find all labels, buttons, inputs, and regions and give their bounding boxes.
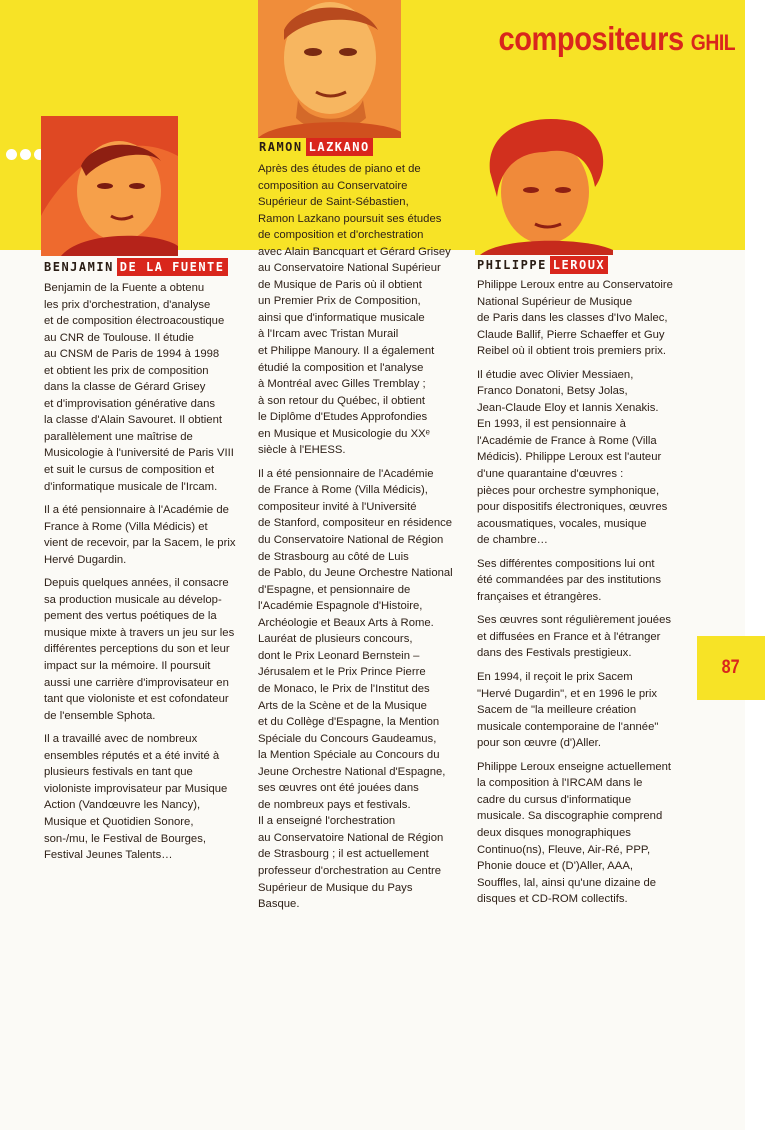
bio-paragraph: Ses œuvres sont régulièrement jouées et diffusées en France et à l'étranger dans des Festivals prestigieux. <box>477 614 672 660</box>
composer-name-ramon <box>259 138 373 156</box>
bio-paragraph: Il étudie avec Olivier Messiaen, Franco Donatoni, Betsy Jolas, Jean-Claude Eloy et Iannis Xenakis. En 1993, il est pensionnaire à l'Académie de France à Rome (Villa Médicis). Philippe Leroux est l'auteur d'une quarantaine d'œuvres : pièces pour orchestre symphonique, pour dispositifs électroniques, œuvres acousmatiques, vocales, musique de chambre… <box>477 368 668 547</box>
dot-icon <box>6 149 17 160</box>
first-name: PHILIPPE <box>477 258 547 272</box>
bio-paragraph: Il a enseigné l'orchestration au Conservatoire National de Région de Strasbourg ; il est actuellement professeur d'orchestration au Centre Supérieur de Musique du Pays Basque. <box>258 815 444 911</box>
section-tag: GHIL <box>690 30 736 55</box>
bio-paragraph: Depuis quelques années, il consacre sa production musicale au dévelop- pement des vertus poétiques de la musique mixte à travers un jeu sur les différentes perceptions du son et leur impact sur la mémoire. Il poursuit aussi une carrière d'improvisateur en tant que violoniste et est cofondateur de l'ensemble Sphota. <box>44 577 235 722</box>
bio-paragraph: Il a été pensionnaire à l'Académie de France à Rome (Villa Médicis) et vient de recevoir, par la Sacem, le prix Hervé Dugardin. <box>44 504 236 566</box>
biography-benjamin <box>44 280 249 871</box>
composer-name-philippe <box>477 256 608 274</box>
dot-icon <box>20 149 31 160</box>
last-name: LEROUX <box>550 256 608 274</box>
bio-paragraph: Philippe Leroux entre au Conservatoire National Supérieur de Musique de Paris dans les classes d'Ivo Malec, Claude Ballif, Pierre Schaeffer et Guy Reibel où il obtient trois premiers prix. <box>477 279 673 358</box>
first-name: RAMON <box>259 140 303 154</box>
page-number-tab <box>697 636 765 700</box>
biography-ramon <box>258 161 456 920</box>
bio-paragraph: Il a été pensionnaire de l'Académie de France à Rome (Villa Médicis), compositeur invité à l'Université de Stanford, compositeur en résidence du Conservatoire National de Région de Strasbourg au côté de Luis de Pablo, du Jeune Orchestre National d'Espagne, et pensionnaire de l'Académie Espagnole d'Histoire, Archéologie et Beaux Arts à Rome. Lauréat de plusieurs concours, dont le Prix Leonard Bernstein – Jérusalem et le Prix Prince Pierre de Monaco, le Prix de l'Institut des Arts de la Scène et de la Musique et du Collège d'Espagne, la Mention Spéciale du Concours Gaudeamus, la Mention Spéciale au Concours du Jeune Orchestre National d'Espagne, ses œuvres ont été jouées dans de nombreux pays et festivals. <box>258 467 453 811</box>
section-title-text: compositeurs <box>498 20 684 57</box>
page-number: 87 <box>722 657 740 678</box>
last-name: DE LA FUENTE <box>117 258 228 276</box>
biography-philippe <box>477 277 682 915</box>
section-title <box>499 20 737 58</box>
bio-paragraph: Philippe Leroux enseigne actuellement la composition à l'IRCAM dans le cadre du cursus d'informatique musicale. Sa discographie comprend deux disques monographiques Continuo(ns), Fleuve, Air-Ré, PPP, Phonie douce et (D')Aller, AAA, Souffles, lal, ainsi qu'une dizaine de disques et CD-ROM collectifs. <box>477 760 672 906</box>
bio-paragraph: Ses différentes compositions lui ont été commandées par des institutions françaises et étrangères. <box>477 557 661 603</box>
portrait-philippe-leroux <box>475 112 613 255</box>
page-margin-strip <box>745 0 765 1130</box>
portrait-ramon-lazkano <box>258 0 401 138</box>
bio-paragraph: Après des études de piano et de composition au Conservatoire Supérieur de Saint-Sébastien, Ramon Lazkano poursuit ses études de composition et d'orchestration avec Alain Bancquart et Gérard Grisey au Conservatoire National Supérieur de Musique de Paris où il obtient un Premier Prix de Composition, ainsi que d'informatique musicale à l'Ircam avec Tristan Murail et Philippe Manoury. Il a également étudié la composition et l'analyse à Montréal avec Gilles Tremblay ; à son retour du Québec, il obtient le Diplôme d'Etudes Approfondies en Musique et Musicologie du XXᵉ siècle à l'EHESS. <box>258 163 451 457</box>
bio-paragraph: Benjamin de la Fuente a obtenu les prix d'orchestration, d'analyse et de composition électroacoustique au CNR de Toulouse. Il étudie au CNSM de Paris de 1994 à 1998 et obtient les prix de composition dans la classe de Gérard Grisey et d'improvisation générative dans la classe d'Alain Savouret. Il obtient parallèlement une maîtrise de Musicologie à l'université de Paris VIII et suit le cursus de composition et d'informatique musicale de l'Ircam. <box>44 282 234 493</box>
last-name: LAZKANO <box>306 138 373 156</box>
bio-paragraph: Il a travaillé avec de nombreux ensembles réputés et a été invité à plusieurs festivals en tant que violoniste improvisateur par Musique Action (Vandœuvre les Nancy), Musique et Quotidien Sonore, son-/mu, le Festival de Bourges, Festival Jeunes Talents… <box>44 733 228 862</box>
composer-name-benjamin <box>44 258 228 276</box>
first-name: BENJAMIN <box>44 260 114 274</box>
bio-paragraph: En 1994, il reçoit le prix Sacem "Hervé Dugardin", et en 1996 le prix Sacem de "la meilleure création musicale contemporaine de l'année" pour son œuvre (d')Aller. <box>477 671 659 750</box>
portrait-benjamin-de-la-fuente <box>41 116 178 256</box>
